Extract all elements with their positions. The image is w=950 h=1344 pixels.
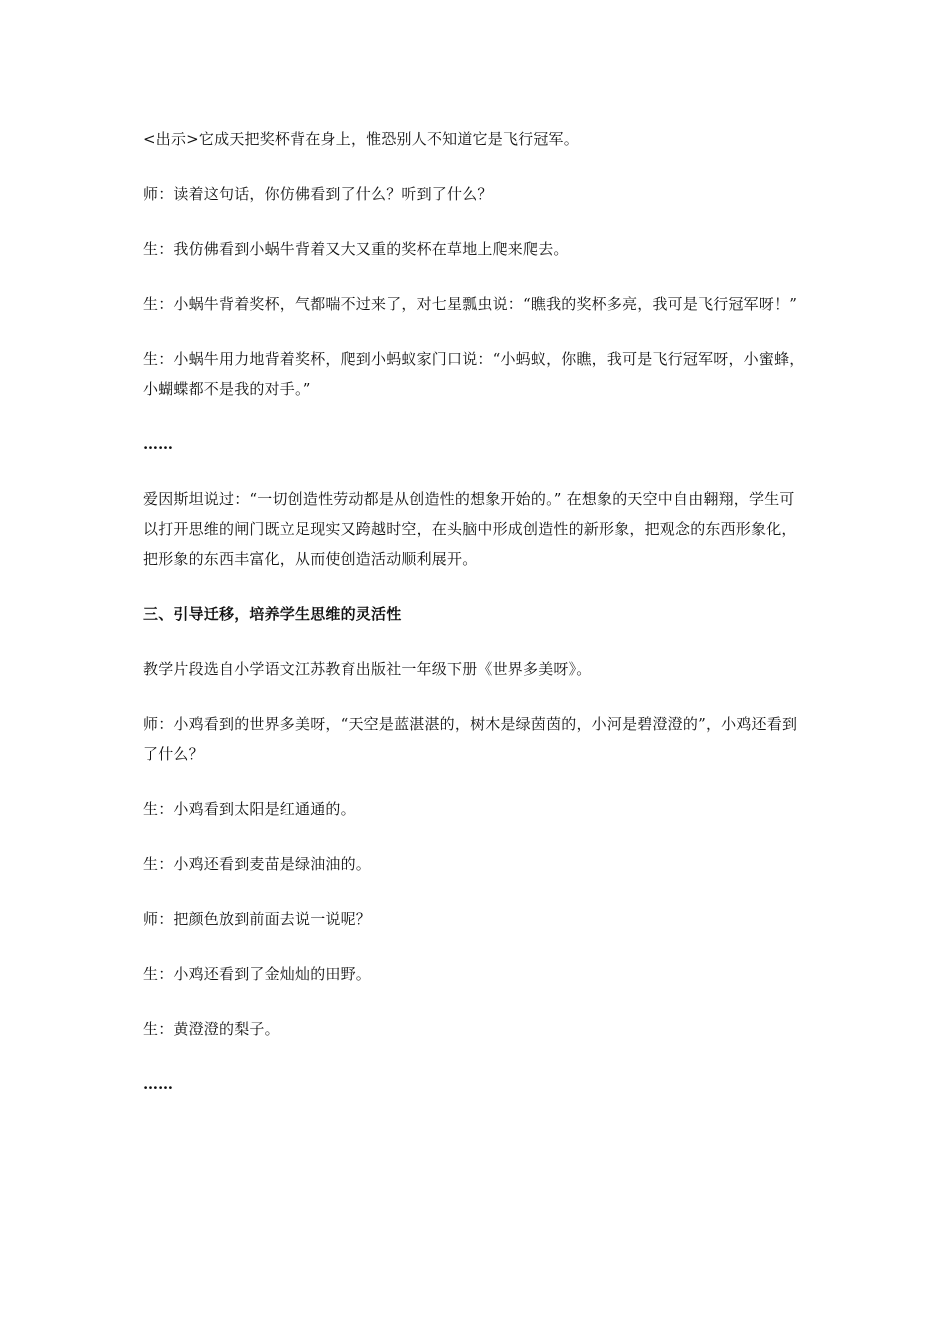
paragraph-teacher-question: 师：读着这句话，你仿佛看到了什么？听到了什么？: [143, 185, 493, 203]
paragraph-einstein-quote: 爱因斯坦说过：“一切创造性劳动都是从创造性的想象开始的。” 在想象的天空中自由翱翔，学生可以打开思维的闸门既立足现实又跨越时空，在头脑中形成创造性的新形象，把观念的东西形象化，把形象的东西丰富化，从而使创造活动顺利展开。: [143, 490, 797, 568]
ellipsis: ……: [143, 435, 173, 453]
paragraph-display-sentence: <出示>它成天把奖杯背在身上，惟恐别人不知道它是飞行冠军。: [143, 130, 579, 148]
paragraph-student-answer: 生：小鸡还看到麦苗是绿油油的。: [143, 855, 372, 873]
document-body: [143, 124, 807, 1124]
paragraph-student-answer: 生：小蜗牛背着奖杯，气都喘不过来了，对七星瓢虫说：“瞧我的奖杯多亮，我可是飞行冠军呀！”: [143, 295, 798, 313]
paragraph-teacher-question: 师：小鸡看到的世界多美呀，“天空是蓝湛湛的，树木是绿茵茵的，小河是碧澄澄的”，小鸡还看到了什么？: [143, 715, 798, 763]
paragraph-student-answer: 生：黄澄澄的梨子。: [143, 1020, 280, 1038]
section-heading: 三、引导迁移，培养学生思维的灵活性: [143, 605, 402, 623]
paragraph-lesson-source: 教学片段选自小学语文江苏教育出版社一年级下册《世界多美呀》。: [143, 660, 592, 678]
paragraph-student-answer: 生：小鸡看到太阳是红通通的。: [143, 800, 356, 818]
paragraph-student-answer: 生：小鸡还看到了金灿灿的田野。: [143, 965, 372, 983]
paragraph-student-answer: 生：小蜗牛用力地背着奖杯，爬到小蚂蚁家门口说：“小蚂蚁，你瞧，我可是飞行冠军呀，小蜜蜂，小蝴蝶都不是我的对手。”: [143, 350, 805, 398]
paragraph-student-answer: 生：我仿佛看到小蜗牛背着又大又重的奖杯在草地上爬来爬去。: [143, 240, 569, 258]
ellipsis: ……: [143, 1075, 173, 1093]
paragraph-teacher-prompt: 师：把颜色放到前面去说一说呢？: [143, 910, 372, 928]
